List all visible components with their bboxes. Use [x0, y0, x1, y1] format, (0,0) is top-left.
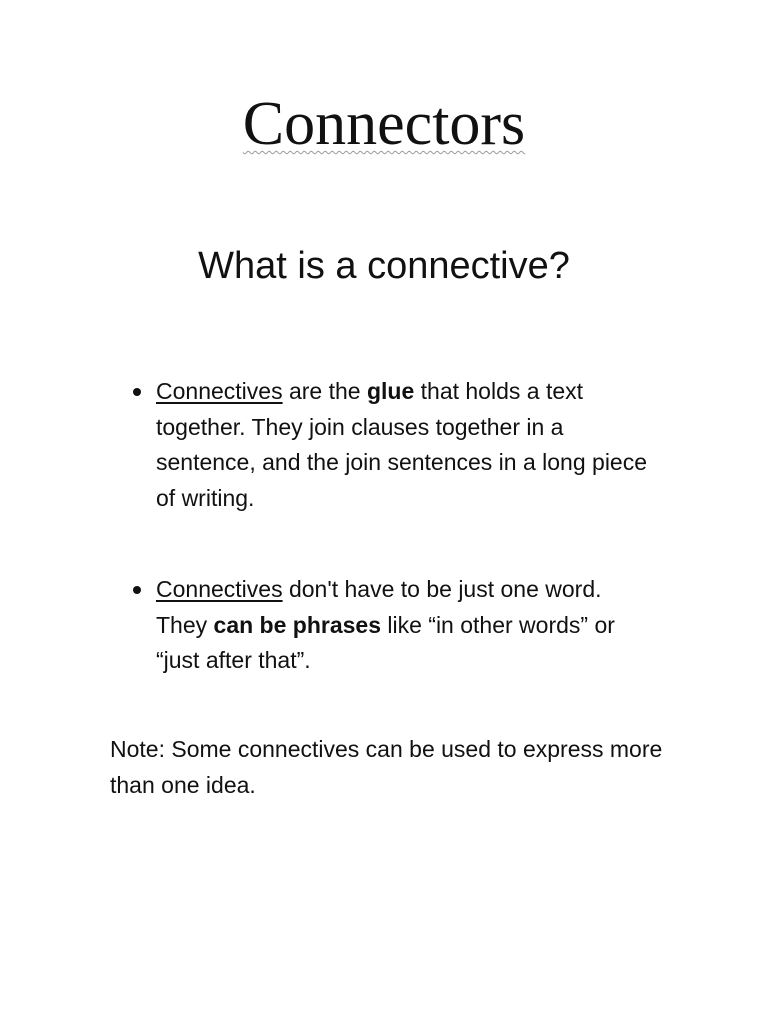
page-subtitle: What is a connective? [198, 245, 570, 287]
bullet-text: don't have to be just one word. They [156, 576, 602, 638]
bullet-dot-icon [133, 388, 141, 396]
bullet-item [156, 572, 656, 679]
bullet-term: Connectives [156, 378, 283, 404]
bullet-text: are the [282, 378, 367, 404]
bullet-text: that holds a text together. They join clauses together in a sentence, and the join sentences in a long piece of writing. [156, 378, 648, 511]
bullet-item [156, 374, 656, 516]
bullet-dot-icon [133, 586, 141, 594]
bullet-term: Connectives [156, 576, 283, 602]
page-title [0, 88, 768, 160]
bullet-text: like “in other words” or “just after that”. [156, 611, 615, 673]
page-title-text: Connectors [242, 90, 526, 158]
bullet-bold-text: can be phrases [213, 611, 381, 638]
note-paragraph: Note: Some connectives can be used to express more than one idea. [110, 736, 663, 798]
bullet-bold-text: glue [366, 378, 415, 404]
